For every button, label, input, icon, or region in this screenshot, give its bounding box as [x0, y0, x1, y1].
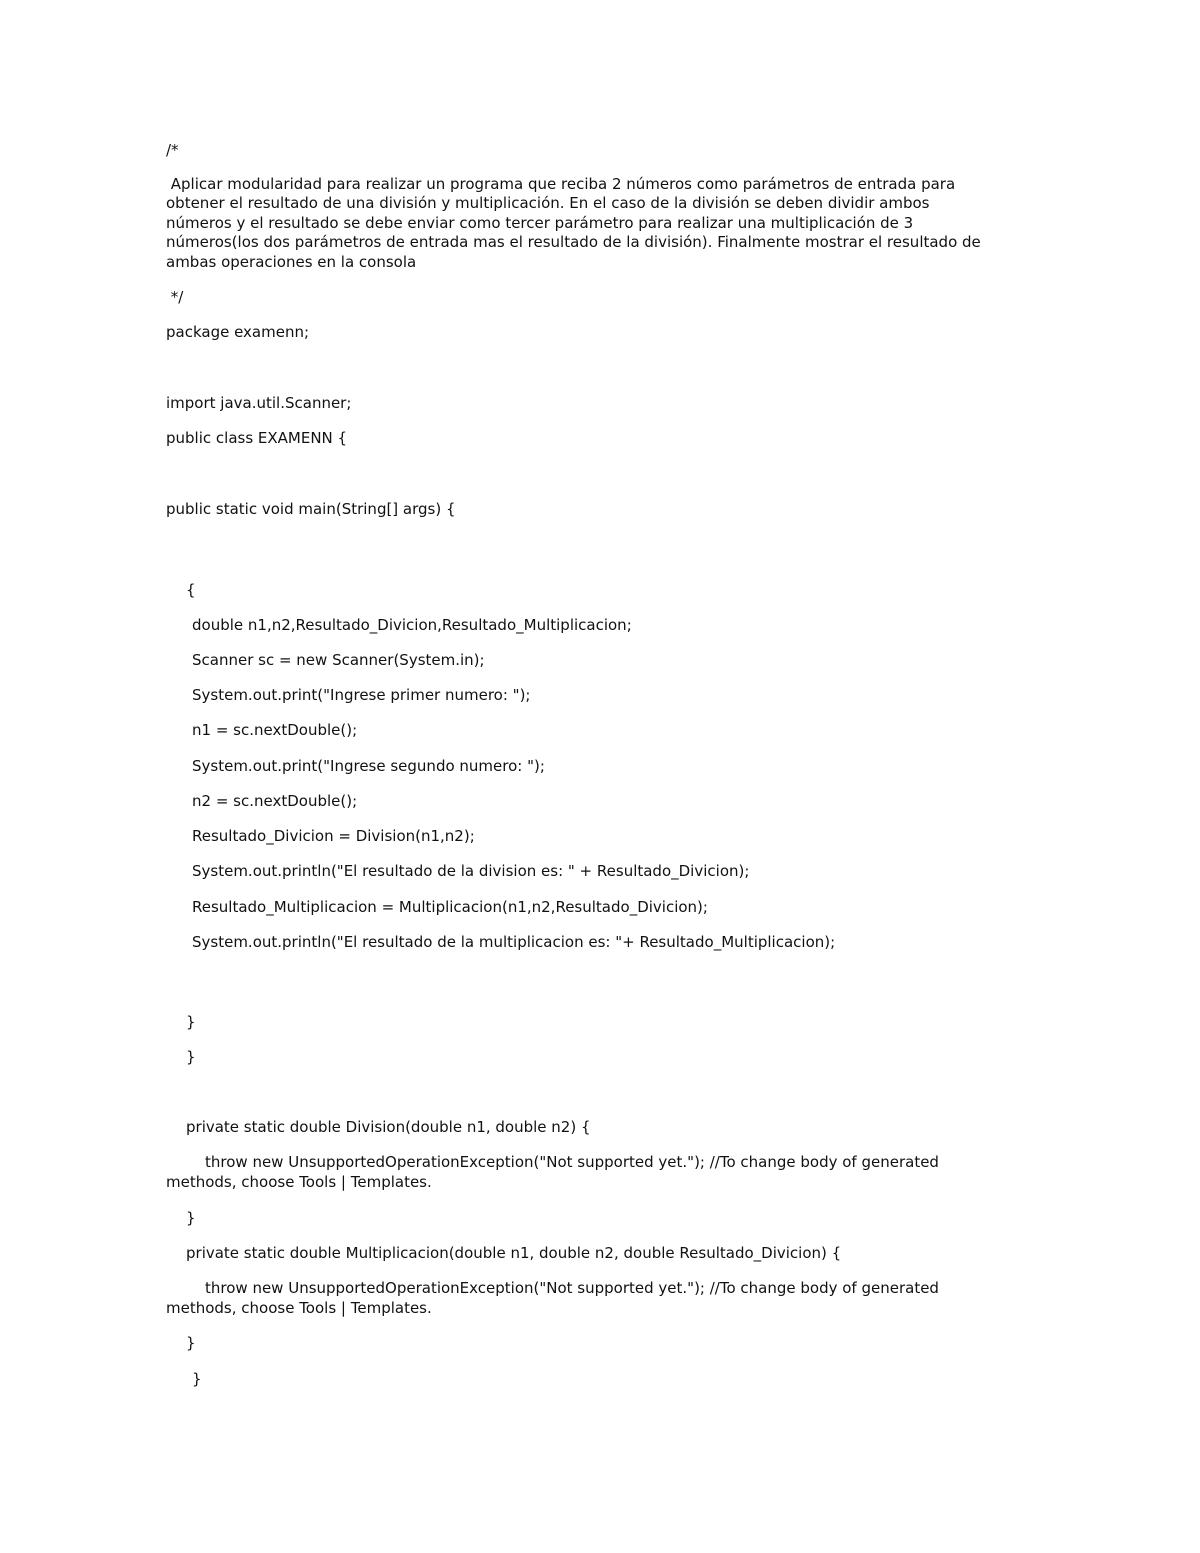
package-line: package examenn; — [166, 323, 310, 341]
code-line: double n1,n2,Resultado_Divicion,Resultado_Multiplicacion; — [192, 616, 632, 634]
division-throw-continuation: methods, choose Tools | Templates. — [166, 1173, 432, 1191]
main-close-brace: } — [186, 1048, 196, 1066]
division-method-signature: private static double Division(double n1, double n2) { — [186, 1118, 591, 1136]
code-line: Resultado_Divicion = Division(n1,n2); — [192, 827, 475, 845]
description-line-1: Aplicar modularidad para realizar un programa que reciba 2 números como parámetros de entrada para — [166, 175, 956, 193]
code-line: n2 = sc.nextDouble(); — [192, 792, 358, 810]
description-line-3: números y el resultado se debe enviar como tercer parámetro para realizar una multiplicación de 3 — [166, 214, 914, 232]
code-line: System.out.println("El resultado de la multiplicacion es: "+ Resultado_Multiplicacion); — [192, 933, 836, 951]
class-close-brace: } — [192, 1370, 202, 1388]
block-close-brace: } — [186, 1013, 196, 1031]
comment-open: /* — [166, 141, 179, 159]
code-line: Scanner sc = new Scanner(System.in); — [192, 651, 485, 669]
block-open-brace: { — [186, 581, 196, 599]
code-line: System.out.print("Ingrese segundo numero: "); — [192, 757, 545, 775]
code-line: System.out.println("El resultado de la division es: " + Resultado_Divicion); — [192, 862, 750, 880]
description-line-4: números(los dos parámetros de entrada mas el resultado de la división). Finalmente mostrar el resultado de — [166, 233, 981, 251]
multiplicacion-throw-continuation: methods, choose Tools | Templates. — [166, 1299, 432, 1317]
multiplicacion-throw-line: throw new UnsupportedOperationException("Not supported yet."); //To change body of generated — [205, 1279, 939, 1297]
description-line-2: obtener el resultado de una división y multiplicación. En el caso de la división se deben dividir ambos — [166, 194, 930, 212]
code-line: System.out.print("Ingrese primer numero: "); — [192, 686, 531, 704]
import-line: import java.util.Scanner; — [166, 394, 352, 412]
main-method-signature: public static void main(String[] args) { — [166, 500, 456, 518]
code-line: n1 = sc.nextDouble(); — [192, 721, 358, 739]
class-declaration: public class EXAMENN { — [166, 429, 348, 447]
multiplicacion-method-signature: private static double Multiplicacion(double n1, double n2, double Resultado_Divicion) { — [186, 1244, 842, 1262]
multiplicacion-close-brace: } — [186, 1334, 196, 1352]
division-throw-line: throw new UnsupportedOperationException("Not supported yet."); //To change body of generated — [205, 1153, 939, 1171]
comment-close: */ — [166, 288, 184, 306]
division-close-brace: } — [186, 1209, 196, 1227]
code-line: Resultado_Multiplicacion = Multiplicacion(n1,n2,Resultado_Divicion); — [192, 898, 708, 916]
description-line-5: ambas operaciones en la consola — [166, 253, 417, 271]
